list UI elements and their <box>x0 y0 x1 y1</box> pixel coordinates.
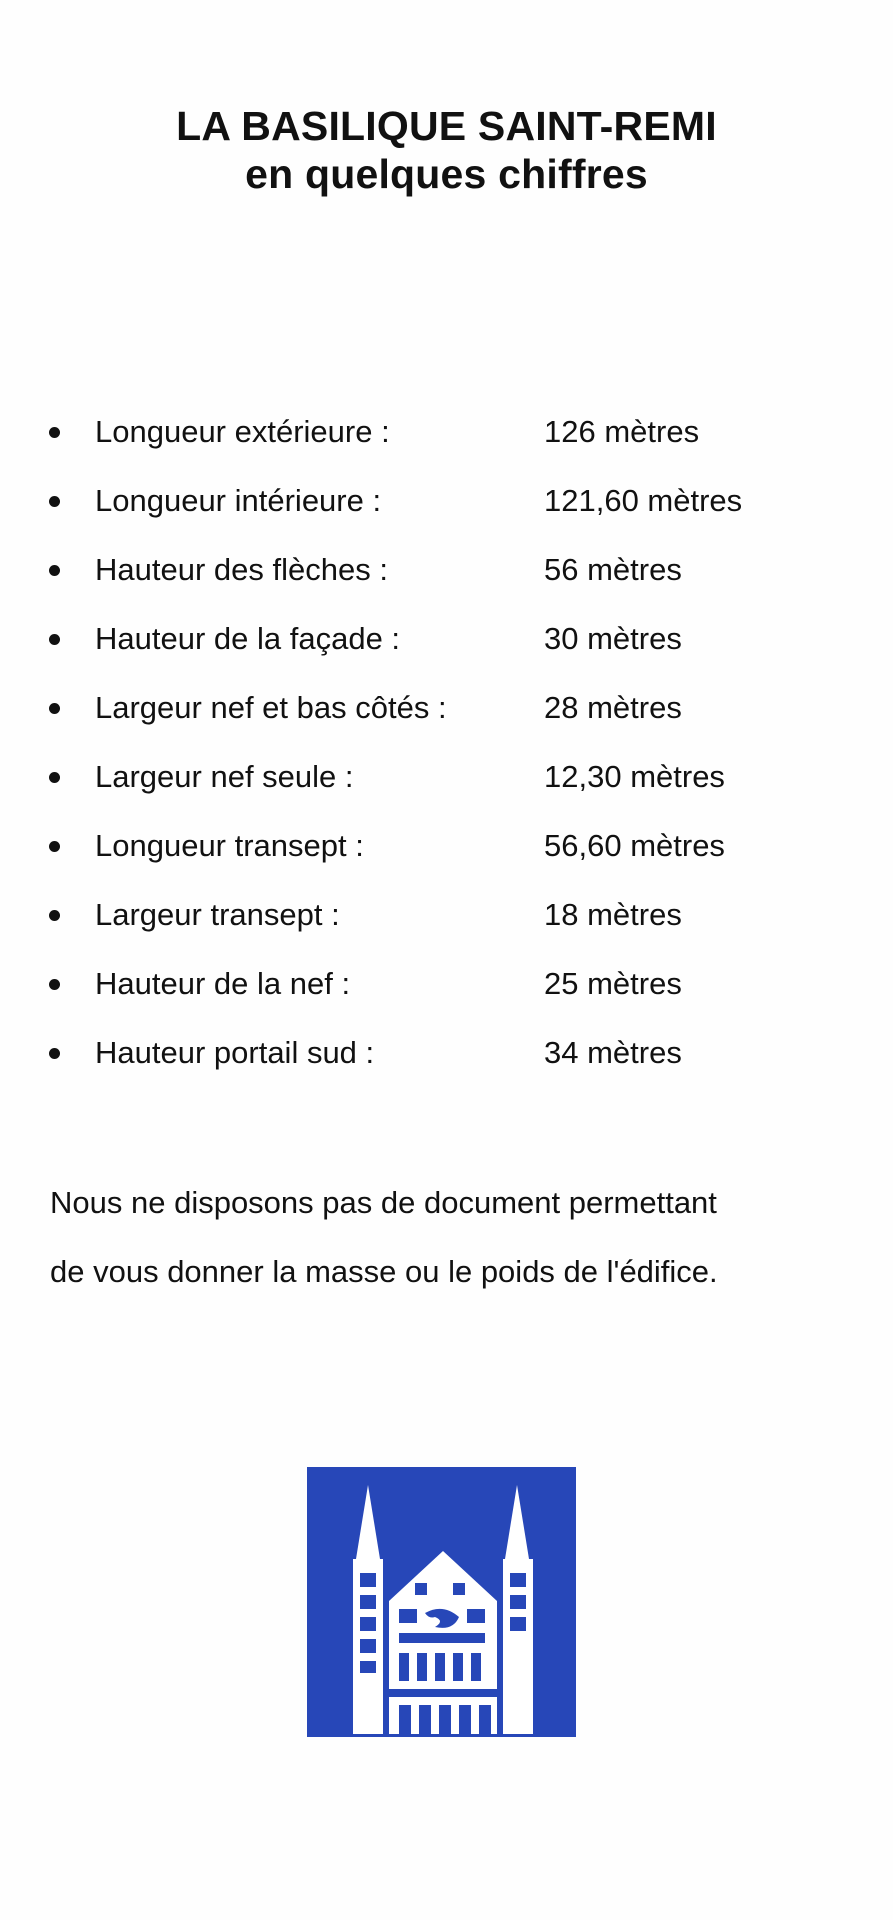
fact-value: 30 mètres <box>544 621 682 656</box>
title-line-2: en quelques chiffres <box>245 151 648 197</box>
list-item <box>0 1027 893 1096</box>
basilica-icon <box>307 1467 576 1737</box>
fact-value: 18 mètres <box>544 897 682 932</box>
note-line-2: de vous donner la masse ou le poids de l'édifice. <box>50 1254 718 1289</box>
list-item <box>0 751 893 820</box>
bullet-icon <box>49 427 60 438</box>
bullet-icon <box>49 634 60 645</box>
fact-label: Largeur nef seule : <box>95 759 354 794</box>
fact-label: Hauteur portail sud : <box>95 1035 375 1070</box>
closing-note <box>50 1168 870 1306</box>
bullet-icon <box>49 841 60 852</box>
fact-label: Largeur transept : <box>95 897 340 932</box>
fact-label: Hauteur de la façade : <box>95 621 401 656</box>
page-title <box>0 102 893 198</box>
list-item <box>0 475 893 544</box>
facts-list <box>0 406 893 1096</box>
fact-value: 25 mètres <box>544 966 682 1001</box>
fact-label: Longueur intérieure : <box>95 483 382 518</box>
fact-value: 121,60 mètres <box>544 483 743 518</box>
fact-value: 56,60 mètres <box>544 828 725 863</box>
title-line-1: LA BASILIQUE SAINT-REMI <box>176 103 717 149</box>
list-item <box>0 682 893 751</box>
fact-value: 34 mètres <box>544 1035 682 1070</box>
list-item <box>0 889 893 958</box>
list-item <box>0 958 893 1027</box>
bullet-icon <box>49 703 60 714</box>
fact-label: Hauteur des flèches : <box>95 552 388 587</box>
bullet-icon <box>49 772 60 783</box>
fact-label: Hauteur de la nef : <box>95 966 351 1001</box>
bullet-icon <box>49 496 60 507</box>
note-line-1: Nous ne disposons pas de document permettant <box>50 1185 717 1220</box>
fact-label: Largeur nef et bas côtés : <box>95 690 447 725</box>
bullet-icon <box>49 979 60 990</box>
fact-label: Longueur extérieure : <box>95 414 390 449</box>
basilica-logo <box>307 1467 576 1737</box>
bullet-icon <box>49 910 60 921</box>
bullet-icon <box>49 1048 60 1059</box>
list-item <box>0 544 893 613</box>
fact-value: 56 mètres <box>544 552 682 587</box>
fact-label: Longueur transept : <box>95 828 364 863</box>
bullet-icon <box>49 565 60 576</box>
list-item <box>0 613 893 682</box>
list-item <box>0 406 893 475</box>
fact-value: 28 mètres <box>544 690 682 725</box>
fact-value: 12,30 mètres <box>544 759 725 794</box>
fact-value: 126 mètres <box>544 414 700 449</box>
list-item <box>0 820 893 889</box>
